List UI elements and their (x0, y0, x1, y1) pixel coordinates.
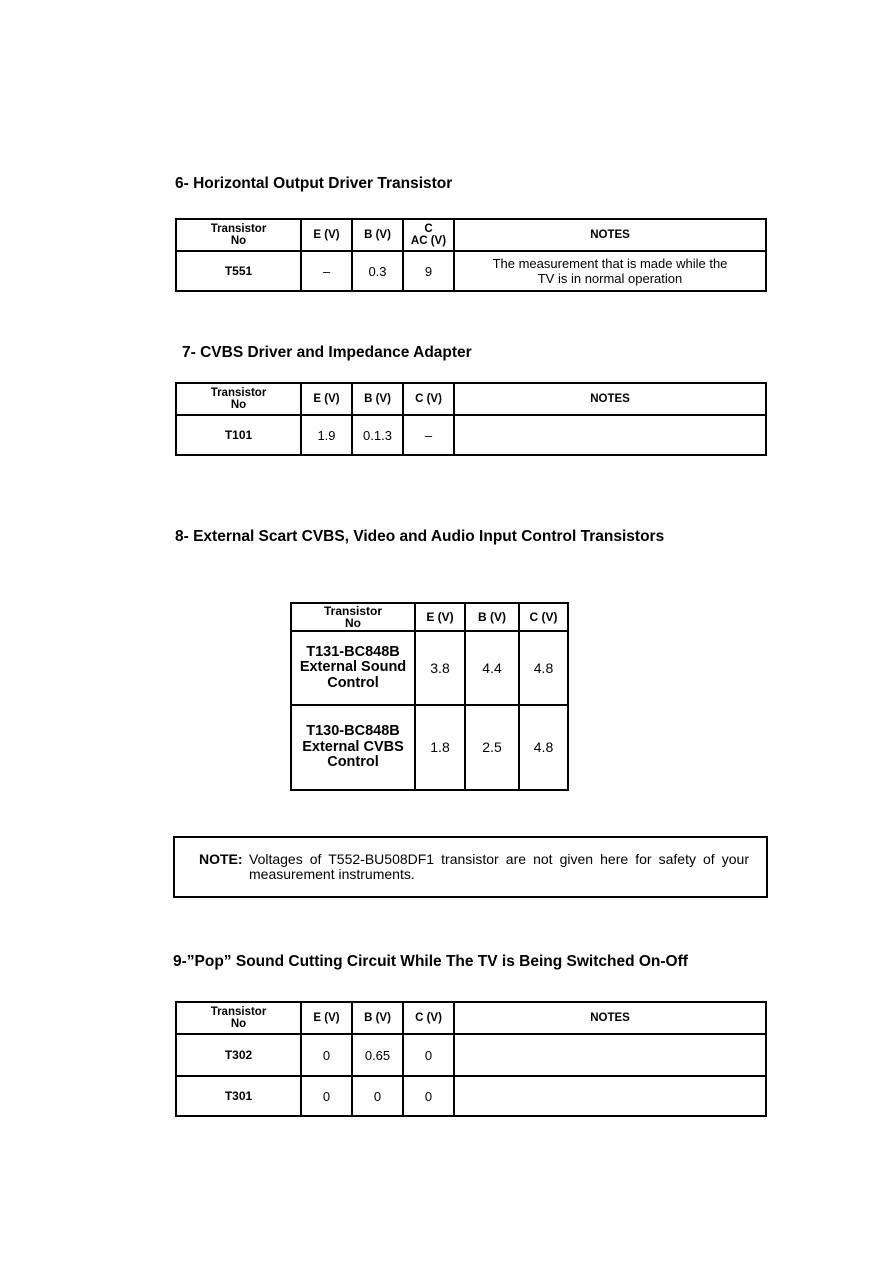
header-c: C (V) (519, 603, 568, 631)
transistor-name-line3: Control (327, 674, 379, 691)
header-transistor-line1: Transistor (210, 1006, 267, 1018)
base-voltage: 0.65 (352, 1034, 403, 1076)
collector-voltage: 0 (403, 1034, 454, 1076)
cvbs-driver-table (175, 382, 767, 456)
emitter-voltage: 0 (301, 1034, 352, 1076)
note-text: Voltages of T552-BU508DF1 transistor are not given here for safety of your measurement instruments. (249, 851, 749, 882)
header-transistor-line2: No (230, 235, 247, 247)
notes-cell (454, 1034, 766, 1076)
header-e: E (V) (301, 383, 352, 415)
table-row (291, 705, 568, 790)
note-label: NOTE: (199, 851, 243, 867)
collector-voltage: – (403, 415, 454, 455)
header-e: E (V) (301, 219, 352, 251)
collector-voltage: 4.8 (519, 705, 568, 790)
pop-sound-table (175, 1001, 767, 1117)
base-voltage: 0.1.3 (352, 415, 403, 455)
emitter-voltage: 0 (301, 1076, 352, 1116)
transistor-no: T551 (176, 251, 301, 291)
table-row (291, 631, 568, 705)
header-b: B (V) (352, 219, 403, 251)
transistor-name-line1: T130-BC848B (306, 723, 400, 740)
transistor-no: T302 (176, 1034, 301, 1076)
header-notes: NOTES (454, 1002, 766, 1034)
transistor-name (291, 705, 415, 790)
notes-line1: The measurement that is made while the (492, 256, 728, 271)
table-row (176, 251, 766, 291)
transistor-name-line2: External CVBS (302, 738, 404, 755)
notes-cell (454, 251, 766, 291)
header-b: B (V) (352, 383, 403, 415)
header-transistor-no (176, 219, 301, 251)
header-transistor-line1: Transistor (210, 223, 267, 235)
notes-line2: TV is in normal operation (537, 271, 683, 286)
emitter-voltage: – (301, 251, 352, 291)
table-row (176, 1034, 766, 1076)
table-row (176, 415, 766, 455)
transistor-no: T101 (176, 415, 301, 455)
header-c: C (V) (403, 1002, 454, 1034)
section-8-heading: 8- External Scart CVBS, Video and Audio Input Control Transistors (175, 528, 665, 545)
safety-note-box (173, 836, 768, 898)
base-voltage: 4.4 (465, 631, 519, 705)
header-transistor-no (176, 383, 301, 415)
header-c-line2: AC (V) (410, 235, 447, 247)
section-7-heading: 7- CVBS Driver and Impedance Adapter (182, 344, 472, 361)
base-voltage: 0 (352, 1076, 403, 1116)
transistor-name-line1: T131-BC848B (306, 643, 400, 660)
collector-voltage: 0 (403, 1076, 454, 1116)
transistor-name-line2: External Sound (299, 659, 407, 676)
transistor-name (291, 631, 415, 705)
emitter-voltage: 3.8 (415, 631, 465, 705)
header-b: B (V) (352, 1002, 403, 1034)
emitter-voltage: 1.8 (415, 705, 465, 790)
header-transistor-line2: No (230, 1018, 247, 1030)
table-row (176, 1076, 766, 1116)
header-transistor-line1: Transistor (210, 387, 267, 399)
notes-cell (454, 1076, 766, 1116)
base-voltage: 2.5 (465, 705, 519, 790)
header-e: E (V) (301, 1002, 352, 1034)
collector-voltage: 4.8 (519, 631, 568, 705)
header-notes: NOTES (454, 383, 766, 415)
horizontal-output-table (175, 218, 767, 292)
base-voltage: 0.3 (352, 251, 403, 291)
transistor-no: T301 (176, 1076, 301, 1116)
section-6-heading: 6- Horizontal Output Driver Transistor (175, 175, 453, 192)
header-transistor-no (291, 603, 415, 631)
header-c-line1: C (424, 223, 433, 235)
transistor-name-line3: Control (327, 754, 379, 771)
emitter-voltage: 1.9 (301, 415, 352, 455)
notes-cell (454, 415, 766, 455)
header-b: B (V) (465, 603, 519, 631)
header-transistor-line2: No (230, 399, 247, 411)
header-transistor-line2: No (345, 616, 361, 630)
header-c (403, 219, 454, 251)
section-9-heading: 9-”Pop” Sound Cutting Circuit While The TV is Being Switched On-Off (173, 953, 688, 970)
header-c: C (V) (403, 383, 454, 415)
scart-input-table (290, 602, 569, 791)
header-notes: NOTES (454, 219, 766, 251)
header-e: E (V) (415, 603, 465, 631)
collector-voltage: 9 (403, 251, 454, 291)
header-transistor-line1: Transistor (323, 604, 383, 618)
header-transistor-no (176, 1002, 301, 1034)
